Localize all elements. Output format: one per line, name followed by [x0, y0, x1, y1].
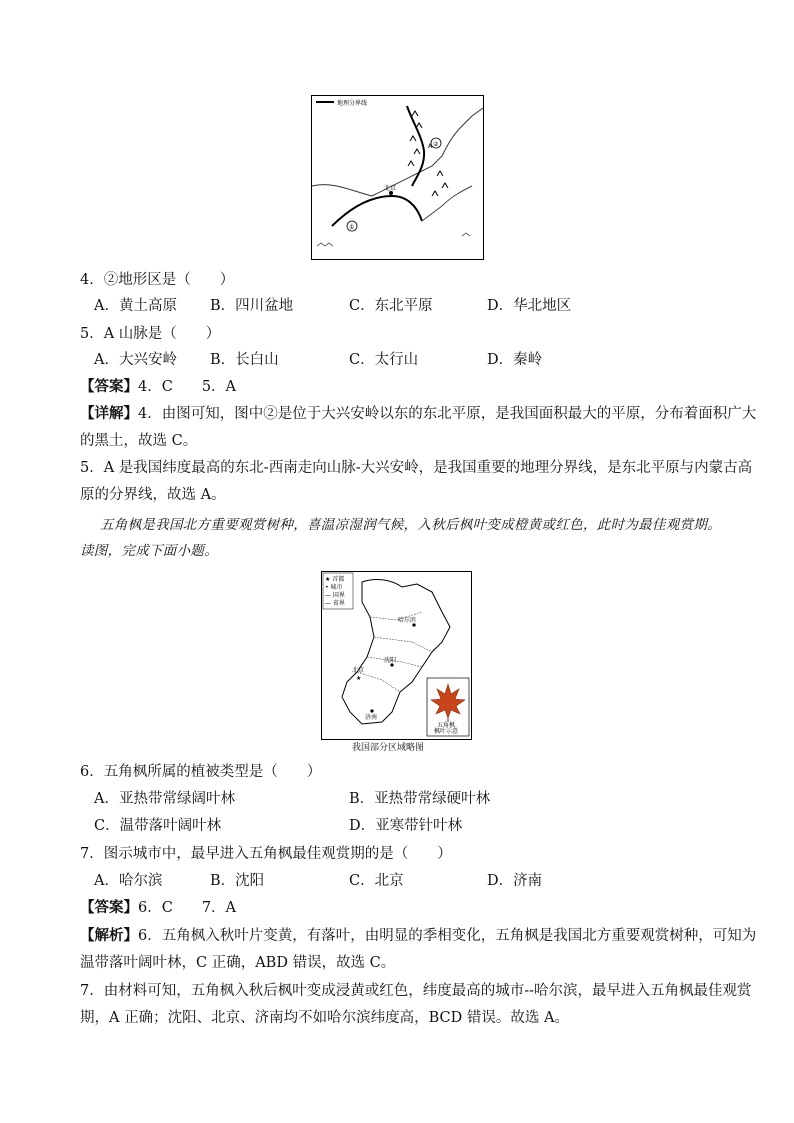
coast-line: [312, 108, 483, 196]
topographic-map: [312, 96, 483, 259]
terrain-hatching: [317, 233, 470, 246]
explanation-tag: 【详解】: [80, 405, 138, 422]
region-map: [322, 572, 471, 739]
q6-option-b[interactable]: B．亚热带常绿硬叶林: [349, 791, 491, 807]
analysis-line-2: 温带落叶阔叶林，C 正确，ABD 错误，故选 C。: [80, 955, 396, 971]
mountain-symbols-2: [432, 171, 448, 196]
q7-option-c[interactable]: C．北京: [349, 873, 404, 889]
q4-option-a[interactable]: A．黄土高原: [94, 298, 177, 314]
answer-block-2: [80, 898, 236, 918]
explanation-line-3: 5．A 是我国纬度最高的东北-西南走向山脉-大兴安岭，是我国重要的地理分界线，是东北平原与内蒙古高: [80, 460, 753, 476]
river-line: [422, 186, 472, 221]
legend-national-border: — 国界: [325, 592, 345, 599]
intro-line-1: 五角枫是我国北方重要观赏树种，喜温凉湿润气候，入秋后枫叶变成橙黄或红色，此时为最佳观赏期。: [100, 517, 721, 533]
q4-option-c[interactable]: C．东北平原: [349, 298, 433, 314]
q6-option-d[interactable]: D．亚寒带针叶林: [349, 818, 463, 834]
intro-line-2: 读图，完成下面小题。: [80, 543, 218, 559]
legend-city: • 城市: [325, 584, 343, 591]
leaf-caption-2: 枫叶示意: [434, 728, 459, 735]
explanation-line-4: 原的分界线，故选 A。: [80, 487, 226, 503]
q7-stem: 7．图示城市中，最早进入五角枫最佳观赏期的是（ ）: [80, 846, 452, 862]
region-2-label: ②: [433, 141, 439, 148]
shenyang-label: 沈阳: [384, 657, 397, 664]
analysis-line-1: [80, 926, 756, 946]
legend-capital: ★ 首都: [325, 576, 345, 583]
explanation-line-1: [80, 404, 756, 424]
answer-tag: 【答案】: [80, 378, 138, 395]
q6-stem: 6．五角枫所属的植被类型是（ ）: [80, 764, 322, 780]
q4-option-b[interactable]: B．四川盆地: [210, 298, 294, 314]
leaf-caption-1: 五角枫: [437, 722, 456, 729]
answer-block-1: [80, 377, 236, 397]
q7-option-d[interactable]: D．济南: [487, 873, 543, 889]
q5-option-c[interactable]: C．太行山: [349, 352, 419, 368]
legend-provincial-border: — 省界: [325, 600, 345, 607]
q5-option-a[interactable]: A．大兴安岭: [94, 352, 177, 368]
region-1-label: ①: [349, 224, 355, 231]
mountain-label-a: A: [428, 143, 433, 150]
q7-option-b[interactable]: B．沈阳: [210, 873, 265, 889]
answer-text: 6．C 7．A: [138, 900, 237, 916]
q5-option-d[interactable]: D．秦岭: [487, 352, 543, 368]
q4-option-d[interactable]: D．华北地区: [487, 298, 572, 314]
explanation-text: 4．由图可知，图中②是位于大兴安岭以东的东北平原，是我国面积最大的平原，分布着面积广大: [138, 406, 757, 422]
beijing-label: 北京: [352, 667, 365, 674]
analysis-tag: 【解析】: [80, 927, 138, 944]
q4-stem: 4．②地形区是（ ）: [80, 272, 235, 288]
legend-label: 地理分界线: [337, 100, 368, 107]
beijing-star-icon: ★: [356, 675, 362, 682]
analysis-text: 6．五角枫入秋叶片变黄，有落叶，由明显的季相变化，五角枫是我国北方重要观赏树种，可知为: [138, 928, 757, 944]
analysis-line-3: 7．由材料可知，五角枫入秋后枫叶变成浸黄或红色，纬度最高的城市--哈尔滨，最早进入五角枫最佳观赏: [80, 983, 752, 999]
map-figure-1: [311, 95, 484, 260]
q7-option-a[interactable]: A．哈尔滨: [94, 873, 163, 889]
map-caption: 我国部分区域略图: [352, 743, 425, 753]
q5-option-b[interactable]: B．长白山: [210, 352, 279, 368]
jinan-label: 济南: [365, 714, 378, 721]
q6-option-a[interactable]: A．亚热带常绿阔叶林: [94, 791, 235, 807]
analysis-line-4: 期，A 正确；沈阳、北京、济南均不如哈尔滨纬度高，BCD 错误。故选 A。: [80, 1010, 569, 1026]
map-figure-2: [321, 571, 472, 740]
boundary-line-2: [332, 196, 422, 226]
answer-tag: 【答案】: [80, 899, 138, 916]
q5-stem: 5．A 山脉是（ ）: [80, 326, 221, 342]
answer-text: 4．C 5．A: [138, 379, 237, 395]
beijing-label: 北京: [384, 185, 397, 192]
jinan-dot: [370, 709, 373, 712]
explanation-line-2: 的黑土，故选 C。: [80, 433, 198, 449]
q6-option-c[interactable]: C．温带落叶阔叶林: [94, 818, 222, 834]
harbin-label: 哈尔滨: [398, 617, 417, 624]
